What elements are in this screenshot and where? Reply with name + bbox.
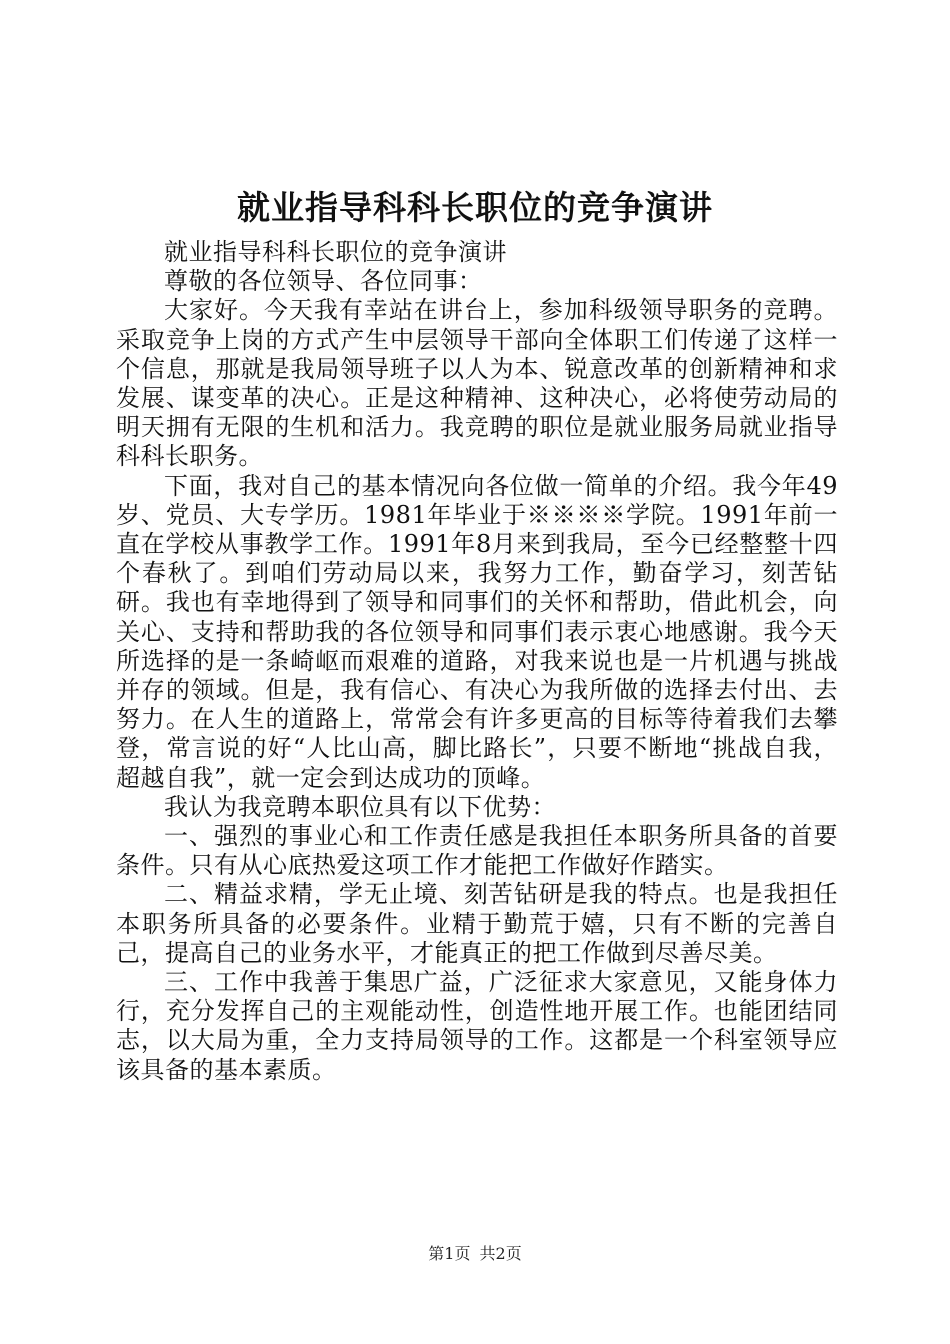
page-number: 第1页 — [428, 1244, 471, 1263]
paragraph-advantage-3: 三、工作中我善于集思广益，广泛征求大家意见，又能身体力行，充分发挥自己的主观能动性，创造性地开展工作。也能团结同志，以大局为重，全力支持局领导的工作。这都是一个科室领导应该具备的基本素质。 — [116, 968, 838, 1084]
paragraph-greeting: 大家好。今天我有幸站在讲台上，参加科级领导职务的竞聘。采取竞争上岗的方式产生中层领导干部向全体职工们传递了这样一个信息，那就是我局领导班子以人为本、锐意改革的创新精神和求发展、谋变革的决心。正是这种精神、这种决心，必将使劳动局的明天拥有无限的生机和活力。我竞聘的职位是就业服务局就业指导科科长职务。 — [116, 296, 838, 471]
document-body — [116, 238, 838, 1085]
paragraph-salutation: 尊敬的各位领导、各位同事： — [164, 267, 483, 296]
page-total: 共2页 — [479, 1244, 522, 1263]
page-footer — [0, 1243, 950, 1265]
paragraph-subtitle: 就业指导科科长职位的竞争演讲 — [164, 238, 507, 266]
paragraph-introduction: 下面，我对自己的基本情况向各位做一简单的介绍。我今年49岁、党员、大专学历。1981年毕业于※※※※学院。1991年前一直在学校从事教学工作。1991年8月来到我局，至今已经整整十四个春秋了。到咱们劳动局以来，我努力工作，勤奋学习，刻苦钻研。我也有幸地得到了领导和同事们的关怀和帮助，借此机会，向关心、支持和帮助我的各位领导和同事们表示衷心地感谢。我今天所选择的是一条崎岖而艰难的道路，对我来说也是一片机遇与挑战并存的领域。但是，我有信心、有决心为我所做的选择去付出、去努力。在人生的道路上，常常会有许多更高的目标等待着我们去攀登，常言说的好“人比山高，脚比路长”，只要不断地“挑战自我，超越自我”，就一定会到达成功的顶峰。 — [116, 471, 838, 792]
paragraph-advantages-heading: 我认为我竞聘本职位具有以下优势： — [164, 792, 556, 821]
document-title: 就业指导科科长职位的竞争演讲 — [237, 188, 713, 227]
paragraph-advantage-2: 二、精益求精，学无止境、刻苦钻研是我的特点。也是我担任本职务所具备的必要条件。业精于勤荒于嬉，只有不断的完善自己，提高自己的业务水平，才能真正的把工作做到尽善尽美。 — [116, 880, 838, 967]
paragraph-advantage-1: 一、强烈的事业心和工作责任感是我担任本职务所具备的首要条件。只有从心底热爱这项工作才能把工作做好作踏实。 — [116, 822, 838, 880]
